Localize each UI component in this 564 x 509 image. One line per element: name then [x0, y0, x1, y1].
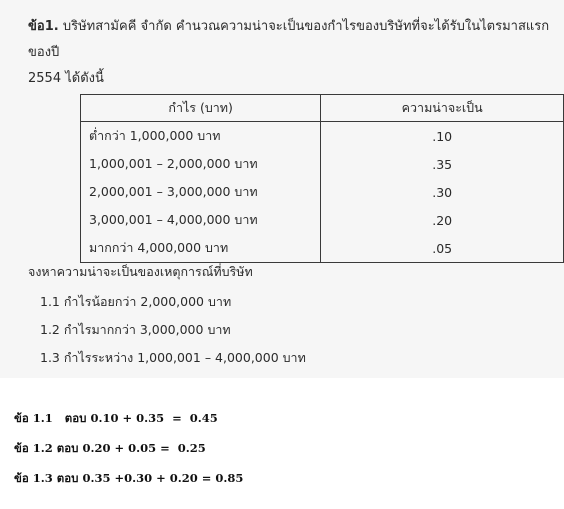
table-row: [81, 178, 564, 206]
probability-cell: .30: [321, 178, 564, 206]
sub-question-1-1: 1.1 กำไรน้อยกว่า 2,000,000 บาท: [40, 294, 232, 309]
profit-cell: 1,000,001 – 2,000,000 บาท: [81, 150, 321, 178]
profit-cell: 2,000,001 – 3,000,000 บาท: [81, 178, 321, 206]
question-line-1: [28, 14, 558, 66]
profit-cell: 3,000,001 – 4,000,000 บาท: [81, 206, 321, 234]
probability-cell: .35: [321, 150, 564, 178]
header-probability: ความน่าจะเป็น: [321, 95, 564, 122]
question-statement: บริษัทสามัคคี จำกัด คำนวณความน่าจะเป็นของกำไรของบริษัทที่จะได้รับในไตรมาสแรกของปี: [28, 19, 550, 60]
table-row: [81, 150, 564, 178]
question-line-2: 2554 ได้ดังนี้: [28, 71, 104, 86]
probability-table: [80, 94, 564, 263]
instruction-text: จงหาความน่าจะเป็นของเหตุการณ์ที่บริษัท: [28, 264, 253, 279]
probability-cell: .20: [321, 206, 564, 234]
profit-cell: มากกว่า 4,000,000 บาท: [81, 234, 321, 263]
table-row: [81, 206, 564, 234]
probability-cell: .10: [321, 122, 564, 151]
header-profit: กำไร (บาท): [81, 95, 321, 122]
table-row: [81, 234, 564, 263]
answer-1-1: ข้อ 1.1 ตอบ 0.10 + 0.35 = 0.45: [14, 411, 218, 425]
probability-cell: .05: [321, 234, 564, 263]
table-row: [81, 122, 564, 151]
table-header-row: [81, 95, 564, 122]
question-text: [28, 14, 558, 92]
answer-1-3: ข้อ 1.3 ตอบ 0.35 +0.30 + 0.20 = 0.85: [14, 471, 244, 485]
probability-table-wrapper: [80, 94, 564, 263]
answer-1-2: ข้อ 1.2 ตอบ 0.20 + 0.05 = 0.25: [14, 441, 206, 455]
sub-question-1-2: 1.2 กำไรมากกว่า 3,000,000 บาท: [40, 322, 231, 337]
profit-cell: ต่ำกว่า 1,000,000 บาท: [81, 122, 321, 151]
question-number: ข้อ1.: [28, 19, 59, 34]
sub-question-1-3: 1.3 กำไรระหว่าง 1,000,001 – 4,000,000 บาท: [40, 350, 306, 365]
